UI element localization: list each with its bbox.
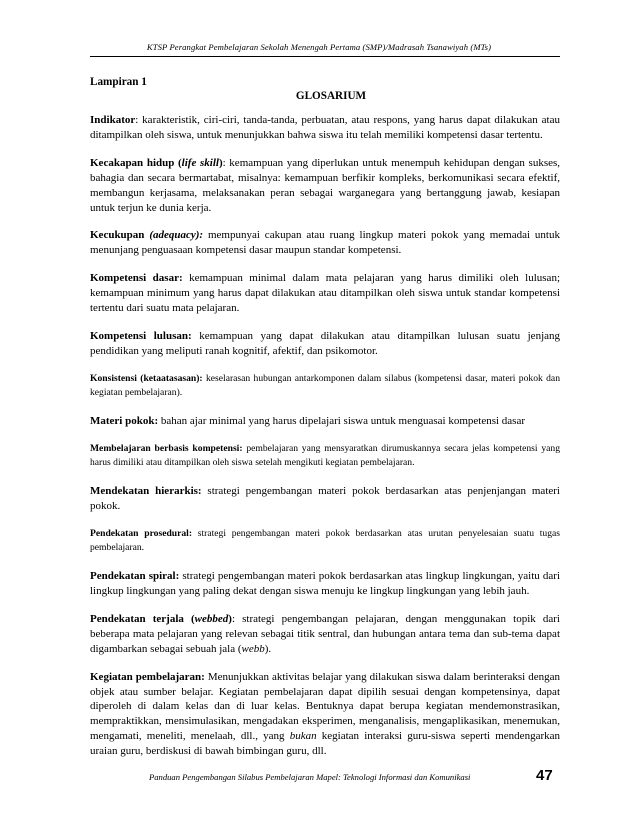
glossary-entry [90,329,560,359]
glossary-term: Pendekatan terjala ( [90,612,195,625]
glossary-entry [90,271,560,316]
glossary-term: Kegiatan pembelajaran: [90,670,205,683]
page-number: 47 [536,767,553,784]
glossary-term: Kecakapan hidup ( [90,156,182,169]
glossary-term: Mendekatan hierarkis: [90,485,202,498]
glossary-definition: strategi pengembangan materi pokok berdasarkan atas lingkup lingkungan, yaitu dari lingkup lingkungan yang paling dekat dengan siswa menuju ke lingkup lingkungan yang lebih jauh. [90,570,560,597]
glossary-entry [90,113,560,143]
glossary-term: ) [218,156,223,169]
glossary-term: Konsistensi (ketaatasasan): [90,372,203,384]
glossary-definition: kemampuan minimal dalam mata pelajaran yang harus dimiliki oleh lulusan; kemampuan minimum yang harus dapat dilakukan atau ditampilkan oleh siswa untuk standar kompetensi tertentu dari suatu mata pelajaran. [90,272,560,315]
glossary-term: webbed [194,612,229,625]
glossary-term: bukan [289,730,317,743]
glossary-entry [90,156,560,216]
glossary-term: ) [228,612,232,625]
glossary-term: Kecukupan [90,229,150,242]
glossary-entry [90,372,560,401]
glossary-entry [90,670,560,759]
glossary-term: (adequacy): [149,229,204,242]
glossary-entry [90,228,560,258]
page-title: GLOSARIUM [295,90,367,102]
glossary-entry [90,612,560,657]
glossary-list [90,113,560,772]
glossary-definition: kegiatan interaksi guru-siswa seperti mendengarkan uraian guru, berdiskusi di bawah bimbingan guru, dll. [90,730,560,758]
glossary-definition: strategi pengembangan materi pokok berdasarkan atas penjenjangan materi pokok. [90,485,560,512]
glossary-definition: mempunyai cakupan atau ruang lingkup materi pokok yang memadai untuk menunjang penguasaan kompetensi dasar maupun standar kompetensi. [90,229,560,257]
running-header: KTSP Perangkat Pembelajaran Sekolah Menengah Pertama (SMP)/Madrasah Tsanawiyah (MTs) [146,42,492,52]
glossary-definition: kemampuan yang dapat dilakukan atau ditampilkan lulusan suatu jenjang pendidikan yang meliputi ranah kognitif, afektif, dan psikomotor. [90,329,561,357]
glossary-definition: pembelajaran yang mensyaratkan dirumuskannya secara jelas kompetensi yang harus dimiliki atau ditampilkan oleh siswa setelah mengikuti kegiatan pembelajaran. [90,442,561,469]
glossary-term: life skill [181,156,219,169]
glossary-term: Indikator [90,114,136,126]
glossary-definition: : strategi pengembangan pelajaran, dengan menggunakan topik dari beberapa mata pelajaran yang relevan sebagai titik sentral, dan hubungan antara tema dan sub-tema dapat digambarkan sebagai sebuah jala ( [90,612,560,655]
glossary-term: webb [241,642,265,655]
glossary-definition: ). [264,642,272,655]
running-footer: Panduan Pengembangan Silabus Pembelajaran Mapel: Teknologi Informasi dan Komunikasi [149,772,471,782]
glossary-term: Membelajaran berbasis kompetensi: [90,442,243,454]
glossary-term: Pendekatan prosedural: [90,527,193,539]
glossary-definition: bahan ajar minimal yang harus dipelajari siswa untuk menguasai kompetensi dasar [158,414,526,427]
header-rule [90,56,560,57]
glossary-entry [90,569,560,599]
glossary-definition: keselarasan hubungan antarkomponen dalam silabus (kompetensi dasar, materi pokok dan kegiatan pembelajaran). [90,372,560,399]
glossary-entry [90,527,560,556]
glossary-entry [90,484,560,514]
glossary-definition: : kemampuan yang diperlukan untuk menempuh kehidupan dengan sukses, bahagia dan secara bermartabat, misalnya: kemampuan berfikir kompleks, berkomunikasi secara efektif, membangun kerjasama, melaksanakan peran sebagai warganegara yang bertanggung jawab, kesiapan untuk terjun ke dunia kerja. [90,156,561,214]
glossary-term: Pendekatan spiral: [90,570,180,583]
glossary-term: Kompetensi dasar: [90,272,183,285]
glossary-term: Materi pokok: [90,414,159,427]
appendix-label: Lampiran 1 [90,76,147,88]
glossary-entry [90,414,560,429]
glossary-term: Kompetensi lulusan: [90,329,192,342]
glossary-entry [90,442,560,471]
glossary-definition: : karakteristik, ciri-ciri, tanda-tanda, perbuatan, atau respons, yang harus dapat dilakukan atau ditampilkan oleh siswa, untuk menunjukkan bahwa siswa itu telah memiliki kompetensi dasar tertentu. [90,114,560,141]
glossary-definition: Menunjukkan aktivitas belajar yang dilakukan siswa dalam berinteraksi dengan objek atau sumber belajar. Kegiatan pembelajaran dapat dipilih sesuai dengan kompetensinya, dapat diperoleh di dalam kelas dan di luar kelas. Bentuknya dapat berupa kegiatan mendemonstrasikan, mempraktikkan, mensimulasikan, mengadakan eksperimen, menganalisis, mengaplikasikan, menemukan, mengamati, meneliti, menelaah, dll., yang [90,670,561,743]
glossary-definition: strategi pengembangan materi pokok berdasarkan atas urutan penyelesaian suatu tugas pembelajaran. [90,527,560,554]
